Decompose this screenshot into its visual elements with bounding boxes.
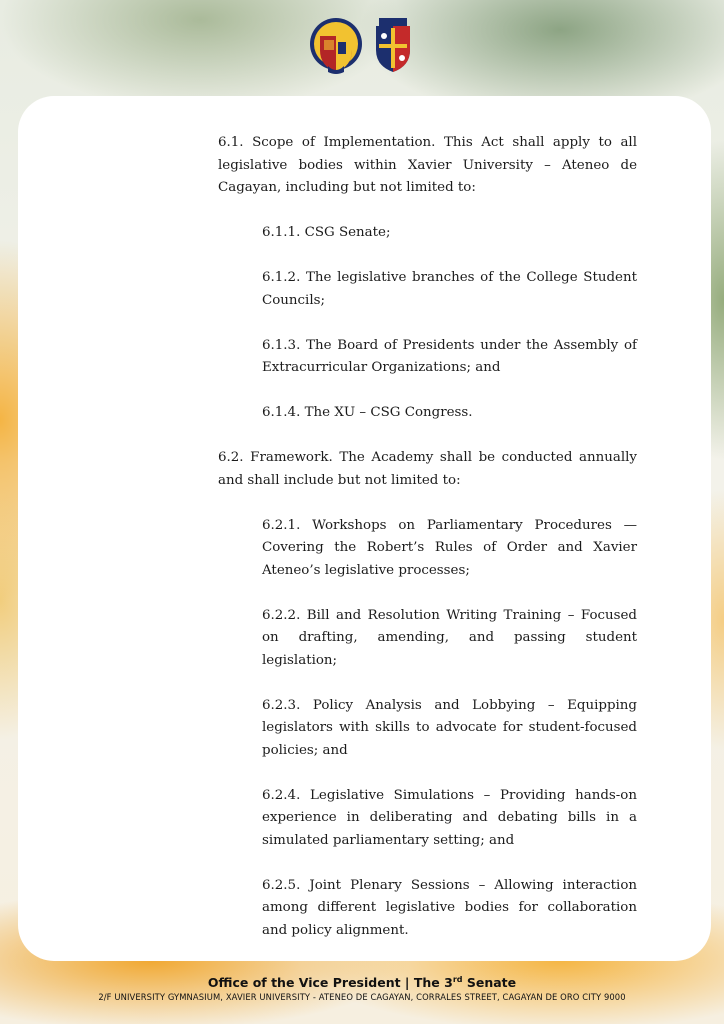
item-6-2-5: 6.2.5. Joint Plenary Sessions – Allowing interaction among different legislative bodies for collaboration and policy alignment. (262, 877, 637, 938)
page-footer (0, 972, 724, 1003)
item-6-1-1: 6.1.1. CSG Senate; (262, 225, 391, 240)
senate-crest-icon (370, 16, 416, 82)
item-6-2-4: 6.2.4. Legislative Simulations – Providing hands-on experience in deliberating and debating bills in a simulated parliamentary setting; and (262, 787, 637, 848)
footer-office-text: Office of the Vice President | The 3 (207, 975, 453, 991)
item-6-1-2: 6.1.2. The legislative branches of the College Student Councils; (262, 270, 637, 308)
item-6-2-2: 6.2.2. Bill and Resolution Writing Training – Focused on drafting, amending, and passing student legislation; (262, 607, 637, 668)
item-6-2-1: 6.2.1. Workshops on Parliamentary Procedures — Covering the Robert’s Rules of Order and Xavier Ateneo’s legislative processes; (262, 517, 637, 578)
xu-csg-seal-icon (308, 16, 364, 76)
item-6-1-3: 6.1.3. The Board of Presidents under the Assembly of Extracurricular Organizations; and (262, 337, 637, 375)
section-6-1: 6.1. Scope of Implementation. This Act shall apply to all legislative bodies within Xavier University – Ateneo de Cagayan, including but not limited to: (218, 135, 637, 195)
footer-address: 2/F UNIVERSITY GYMNASIUM, XAVIER UNIVERSITY - ATENEO DE CAGAYAN, CORRALES STREET, CAGAYAN DE ORO CITY 9000 (98, 992, 626, 1003)
item-6-2-3: 6.2.3. Policy Analysis and Lobbying – Equipping legislators with skills to advocate for student-focused policies; and (262, 697, 637, 758)
header-logos (0, 16, 724, 82)
document-body (218, 132, 637, 942)
footer-office-sup: rd (452, 975, 463, 984)
section-6-2: 6.2. Framework. The Academy shall be conducted annually and shall include but not limited to: (218, 450, 637, 488)
footer-office (0, 972, 724, 991)
footer-office-end: Senate (462, 975, 517, 991)
item-6-1-4: 6.1.4. The XU – CSG Congress. (262, 405, 473, 420)
